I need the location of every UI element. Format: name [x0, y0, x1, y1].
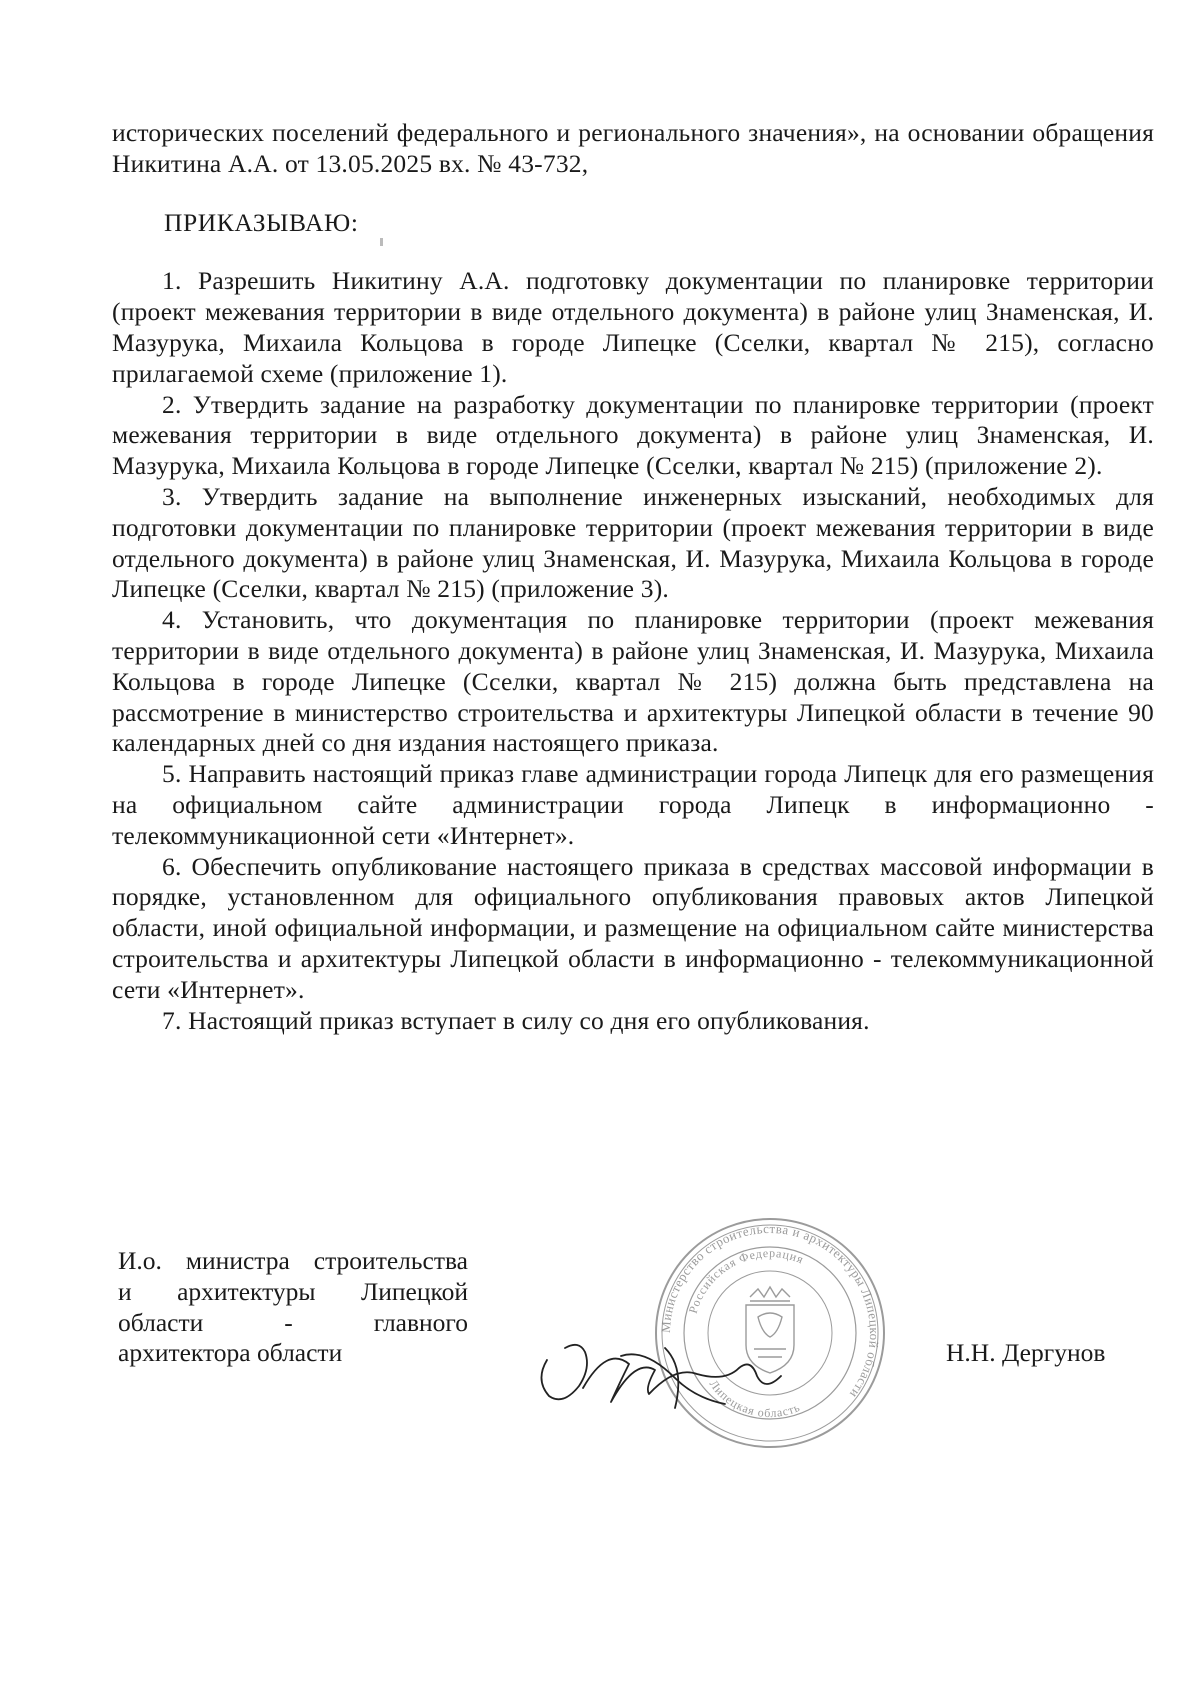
signer-name: Н.Н. Дергунов — [946, 1338, 1106, 1367]
signer-position — [118, 1246, 468, 1369]
document-body — [112, 118, 1154, 1036]
order-item-3: 3. Утвердить задание на выполнение инженерных изысканий, необходимых для подготовки документации по планировке территории (проект межевания территории в виде отдельного документа) в районе улиц Знаменская, И. Мазурука, Михаила Кольцова в городе Липецке (Сселки, квартал № 215) (приложение 3). — [112, 481, 1154, 604]
order-item-6: 6. Обеспечить опубликование настоящего приказа в средствах массовой информации в порядке, установленном для официального опубликования правовых актов Липецкой области, иной официальной информации, и размещение на официальном сайте министерства строительства и архитектуры Липецкой области в информационно - телекоммуникационной сети «Интернет». — [112, 851, 1154, 1004]
handwritten-signature — [525, 1318, 825, 1421]
order-item-4: 4. Установить, что документация по планировке территории (проект межевания территории в виде отдельного документа) в районе улиц Знаменская, И. Мазурука, Михаила Кольцова в городе Липецке (Сселки, квартал № 215) должна быть представлена на рассмотрение в министерство строительства и архитектуры Липецкой области в течение 90 календарных дней со дня издания настоящего приказа. — [112, 605, 1154, 758]
order-item-2: 2. Утвердить задание на разработку документации по планировке территории (проект межевания территории в виде отдельного документа) в районе улиц Знаменская, И. Мазурука, Михаила Кольцова в городе Липецке (Сселки, квартал № 215) (приложение 2). — [112, 389, 1154, 481]
order-item-1: 1. Разрешить Никитину А.А. подготовку документации по планировке территории (проект межевания территории в виде отдельного документа) в районе улиц Знаменская, И. Мазурука, Михаила Кольцова в городе Липецке (Сселки, квартал № 215), согласно прилагаемой схеме (приложение 1). — [112, 266, 1154, 388]
stamp-inner-text: Российская Федерация — [685, 1245, 807, 1316]
stamp-bottom-text: Липецкая область — [706, 1377, 803, 1421]
scan-artifact — [380, 238, 383, 246]
signer-position-line-1: И.о. министра строительства — [118, 1246, 468, 1275]
signer-position-line-3: области - главного — [118, 1307, 468, 1337]
signer-position-line-4: архитектора области — [118, 1338, 343, 1368]
order-heading: ПРИКАЗЫВАЮ: — [164, 207, 359, 237]
intro-paragraph: исторических поселений федерального и регионального значения», на основании обращения Никитина А.А. от 13.05.2025 вх. № 43-732, — [112, 118, 1154, 178]
order-item-7: 7. Настоящий приказ вступает в силу со дня его опубликования. — [162, 1005, 870, 1035]
order-item-5: 5. Направить настоящий приказ главе администрации города Липецк для его размещения на официальном сайте администрации города Липецк в информационно - телекоммуникационной сети «Интернет». — [112, 759, 1154, 850]
signer-position-line-2: и архитектуры Липецкой — [118, 1276, 468, 1306]
stamp-outer-text: Министерство строительства и архитектуры Липецкой области — [657, 1220, 883, 1402]
